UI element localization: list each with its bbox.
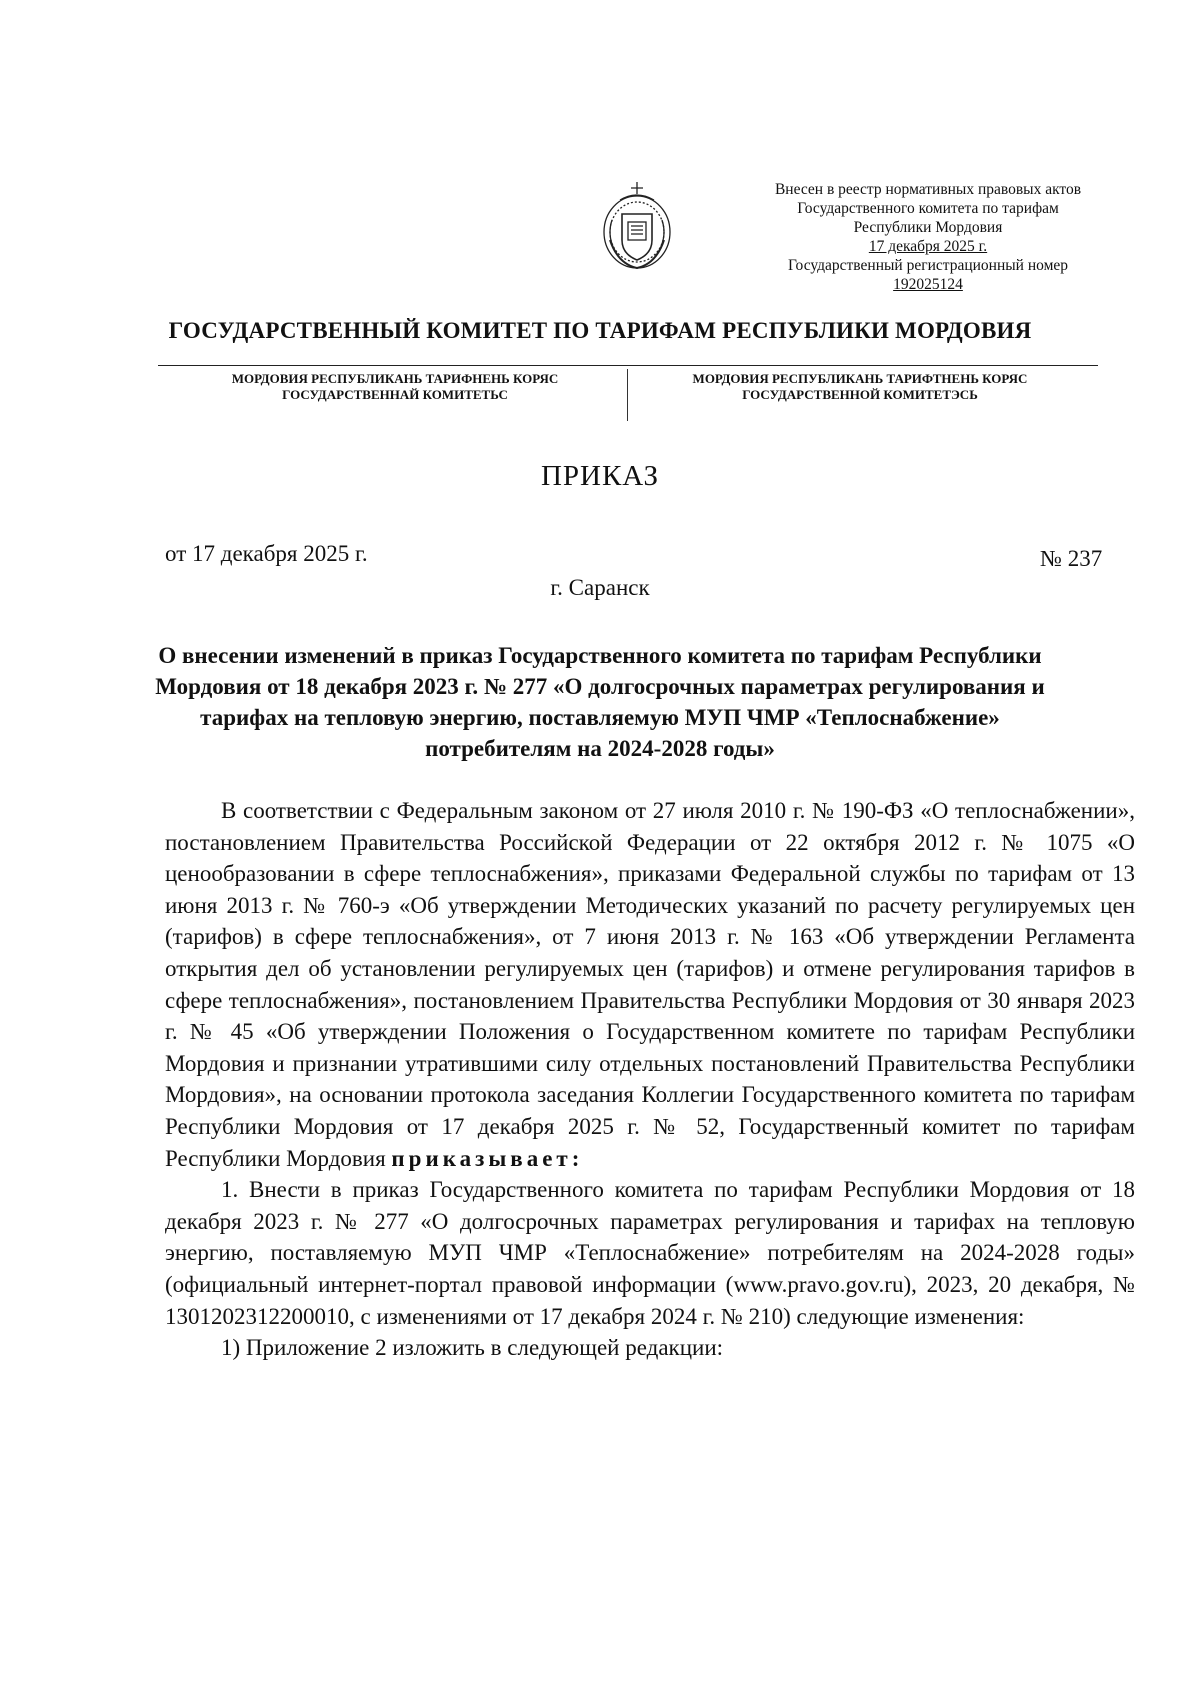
list-item: 1) Приложение 2 изложить в следующей редакции:	[221, 1335, 724, 1361]
committee-name-line: МОРДОВИЯ РЕСПУБЛИКАНЬ ТАРИФНЕНЬ КОРЯС	[231, 371, 559, 386]
list-item: 1. Внести в приказ Государственного комитета по тарифам Республики Мордовия от 18 декабря 2023 г. № 277 «О долгосрочных параметрах регулирования и тарифах на тепловую энергию, поставляемую МУП ЧМР «Теплоснабжение» потребителям на 2024-2028 годы» (официальный интернет-портал правовой информации (www.pravo.gov.ru), 2023, 20 декабря, № 1301202312200010, с изменениями от 17 декабря 2024 г. № 210) следующие изменения:	[165, 1177, 1135, 1329]
registry-stamp	[738, 180, 1118, 294]
order-number: № 237	[1040, 546, 1103, 571]
registry-date: 17 декабря 2025 г.	[868, 238, 988, 255]
order-city: г. Саранск	[550, 575, 650, 600]
preamble-text: В соответствии с Федеральным законом от 27 июля 2010 г. № 190-ФЗ «О теплоснабжении», постановлением Правительства Российской Федерации от 22 октября 2012 г. № 1075 «О ценообразовании в сфере теплоснабжения», приказами Федеральной службы по тарифам от 13 июня 2013 г. № 760-э «Об утверждении Методических указаний по расчету регулируемых цен (тарифов) в сфере теплоснабжения», от 7 июня 2013 г. № 163 «Об утверждении Регламента открытия дел об установлении регулируемых цен (тарифов) и отмене регулирования тарифов в сфере теплоснабжения», постановлением Правительства Республики Мордовия от 30 января 2023 г. № 45 «Об утверждении Положения о Государственном комитете по тарифам Республики Мордовия и признании утратившими силу отдельных постановлений Правительства Республики Мордовия», на основании протокола заседания Коллегии Государственного комитета по тарифам Республики Мордовия от 17 декабря 2025 г. № 52, Государственный комитет по тарифам Республики Мордовия	[165, 798, 1135, 1171]
divider	[158, 365, 1098, 366]
registry-line: Государственный регистрационный номер	[787, 257, 1069, 274]
committee-name: ГОСУДАРСТВЕННЫЙ КОМИТЕТ ПО ТАРИФАМ РЕСПУБЛИКИ МОРДОВИЯ	[168, 318, 1032, 343]
divider	[627, 369, 628, 421]
registry-line: Республики Мордовия	[853, 219, 1003, 236]
registry-line: Внесен в реестр нормативных правовых актов	[774, 181, 1082, 198]
document-type: ПРИКАЗ	[540, 460, 660, 492]
order-date: от 17 декабря 2025 г.	[165, 541, 368, 566]
committee-name-line: МОРДОВИЯ РЕСПУБЛИКАНЬ ТАРИФТНЕНЬ КОРЯС	[692, 371, 1028, 386]
committee-name-moksha	[175, 371, 615, 403]
orders-word: приказывает:	[391, 1145, 584, 1171]
registry-line: Государственного комитета по тарифам	[797, 200, 1059, 217]
committee-name-erzya	[640, 371, 1080, 403]
preamble-paragraph	[165, 795, 1135, 1174]
coat-of-arms-icon	[600, 180, 674, 272]
committee-name-line: ГОСУДАРСТВЕННОЙ КОМИТЕТЭСЬ	[742, 387, 978, 402]
committee-name-line: ГОСУДАРСТВЕННАЙ КОМИТЕТЬС	[282, 387, 508, 402]
document-body	[165, 795, 1135, 1364]
document-heading: О внесении изменений в приказ Государственного комитета по тарифам Республики Мордовия от 18 декабря 2023 г. № 277 «О долгосрочных параметрах регулирования и тарифах на тепловую энергию, поставляемую МУП ЧМР «Теплоснабжение» потребителям на 2024-2028 годы»	[155, 643, 1045, 761]
registry-number: 192025124	[893, 276, 963, 293]
